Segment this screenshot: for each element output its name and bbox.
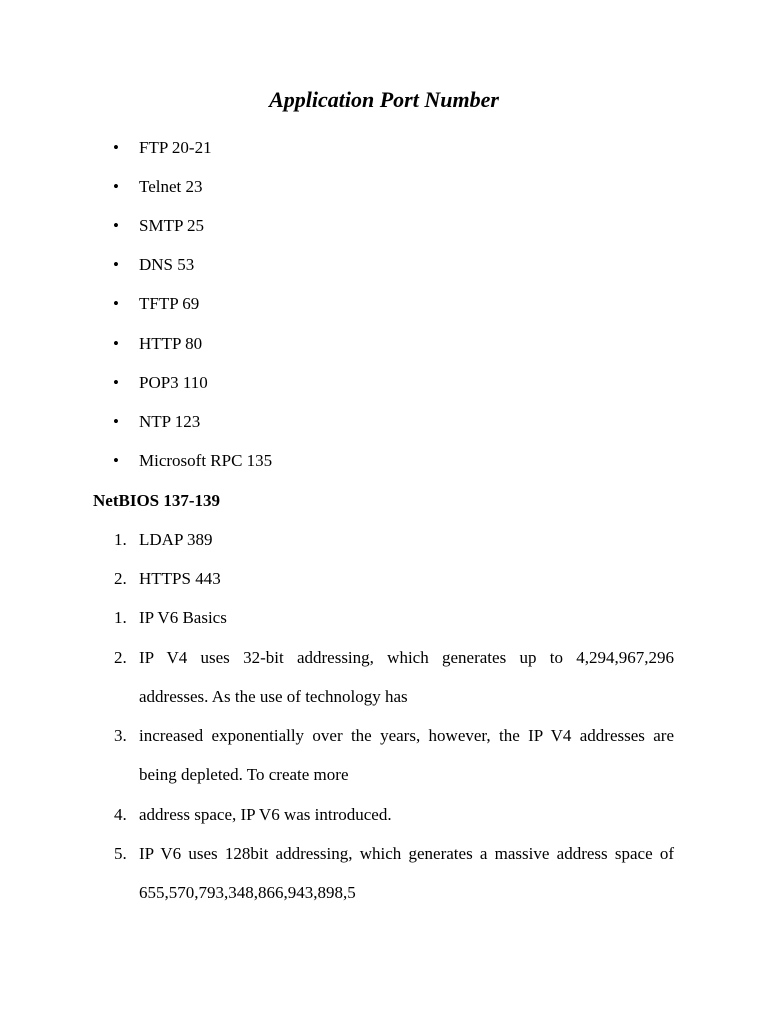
list-item-line: increased exponentially over the years, however, the IP V4 addresses are: [139, 726, 674, 745]
section-heading: NetBIOS 137-139: [93, 491, 221, 510]
list-number: 1.: [114, 530, 127, 549]
list-number: 3.: [114, 726, 127, 745]
list-item: POP3 110: [139, 373, 208, 392]
list-item: DNS 53: [139, 255, 195, 274]
list-item: FTP 20-21: [139, 138, 212, 157]
list-number: 4.: [114, 805, 127, 824]
bullet-icon: •: [113, 373, 119, 392]
list-item-line: addresses. As the use of technology has: [139, 687, 408, 706]
list-item-line: address space, IP V6 was introduced.: [139, 805, 392, 824]
list-number: 5.: [114, 844, 127, 863]
list-item-line: IP V4 uses 32-bit addressing, which generates up to 4,294,967,296: [139, 648, 674, 667]
list-number: 2.: [114, 648, 127, 667]
bullet-icon: •: [113, 138, 119, 157]
bullet-icon: •: [113, 451, 119, 470]
list-item-line: being depleted. To create more: [139, 765, 349, 784]
list-item: HTTPS 443: [139, 569, 221, 588]
bullet-icon: •: [113, 216, 119, 235]
list-item-line: IP V6 uses 128bit addressing, which generates a massive address space of: [139, 844, 674, 863]
bullet-icon: •: [113, 255, 119, 274]
list-number: 1.: [114, 608, 127, 627]
list-item: Telnet 23: [139, 177, 203, 196]
bullet-icon: •: [113, 412, 119, 431]
list-item: SMTP 25: [139, 216, 205, 235]
list-item: Microsoft RPC 135: [139, 451, 273, 470]
list-item: LDAP 389: [139, 530, 213, 549]
list-item-line: 655,570,793,348,866,943,898,5: [139, 883, 356, 902]
bullet-icon: •: [113, 177, 119, 196]
list-number: 2.: [114, 569, 127, 588]
bullet-icon: •: [113, 294, 119, 313]
list-item: NTP 123: [139, 412, 201, 431]
list-item: TFTP 69: [139, 294, 200, 313]
bullet-icon: •: [113, 334, 119, 353]
list-item: IP V6 Basics: [139, 608, 227, 627]
page-title: Application Port Number: [269, 87, 499, 112]
list-item: HTTP 80: [139, 334, 203, 353]
